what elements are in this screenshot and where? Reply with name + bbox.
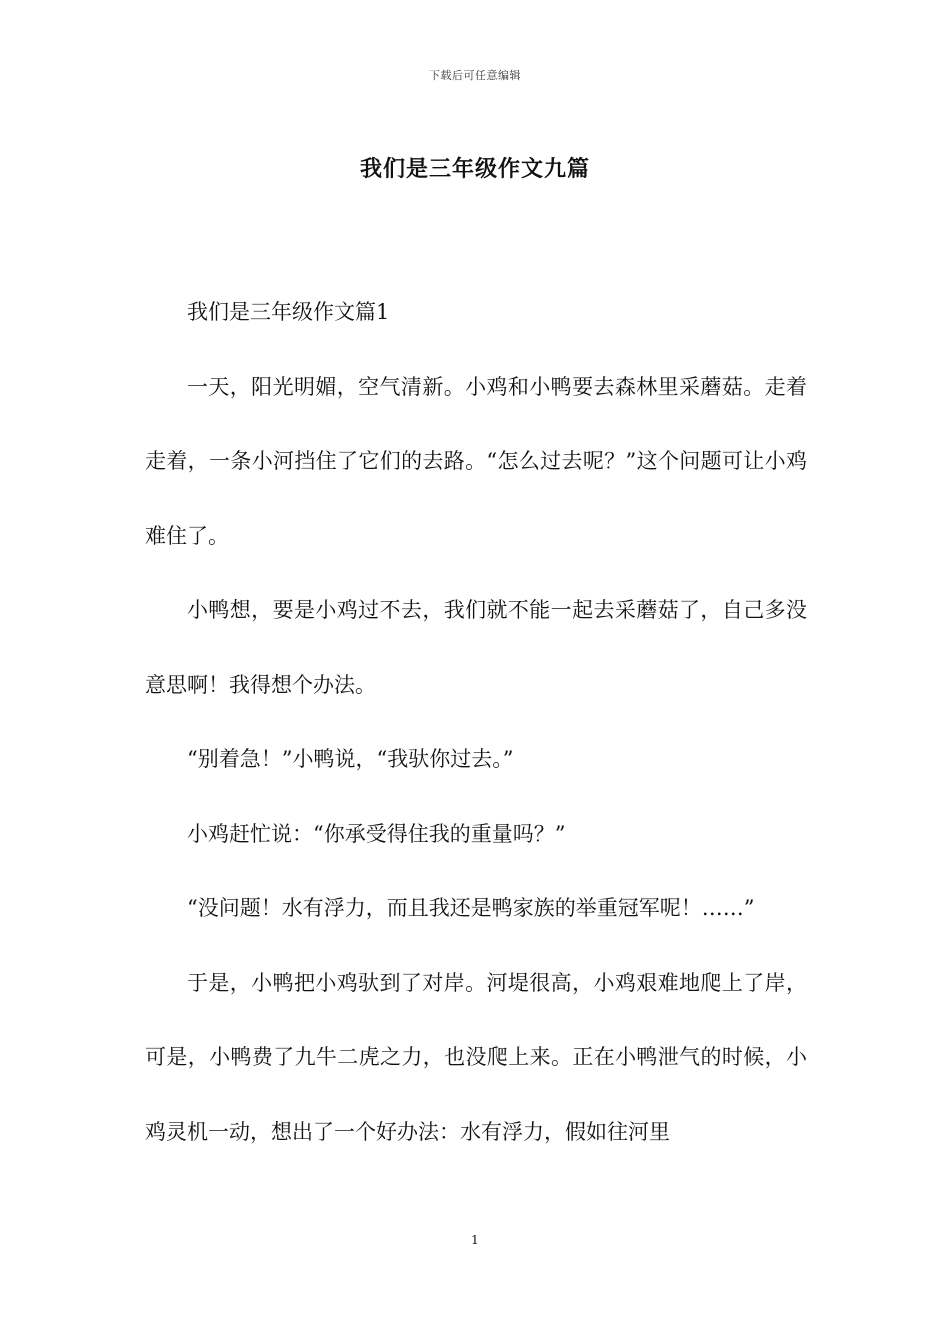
- paragraph: “别着急！”小鸭说，“我驮你过去。”: [187, 747, 514, 771]
- document-title: 我们是三年级作文九篇: [359, 156, 590, 182]
- section-heading: 我们是三年级作文篇1: [187, 300, 390, 324]
- document-body: [145, 275, 807, 1169]
- paragraph: 小鸡赶忙说：“你承受得住我的重量吗？”: [187, 821, 566, 846]
- paragraph: 于是，小鸭把小鸡驮到了对岸。河堤很高，小鸡艰难地爬上了岸，可是，小鸭费了九牛二虎之力，也没爬上来。正在小鸭泄气的时候，小鸡灵机一动，想出了一个好办法：水有浮力，假如往河里: [145, 970, 807, 1144]
- paragraph: 一天，阳光明媚，空气清新。小鸡和小鸭要去森林里采蘑菇。走着走着，一条小河挡住了它们的去路。“怎么过去呢？”这个问题可让小鸡难住了。: [145, 374, 807, 548]
- header-note: 下载后可任意编辑: [429, 69, 521, 82]
- page-number: 1: [471, 1233, 479, 1247]
- paragraph: “没问题！水有浮力，而且我还是鸭家族的举重冠军呢！……”: [187, 896, 755, 920]
- paragraph: 小鸭想，要是小鸡过不去，我们就不能一起去采蘑菇了，自己多没意思啊！我得想个办法。: [145, 598, 807, 697]
